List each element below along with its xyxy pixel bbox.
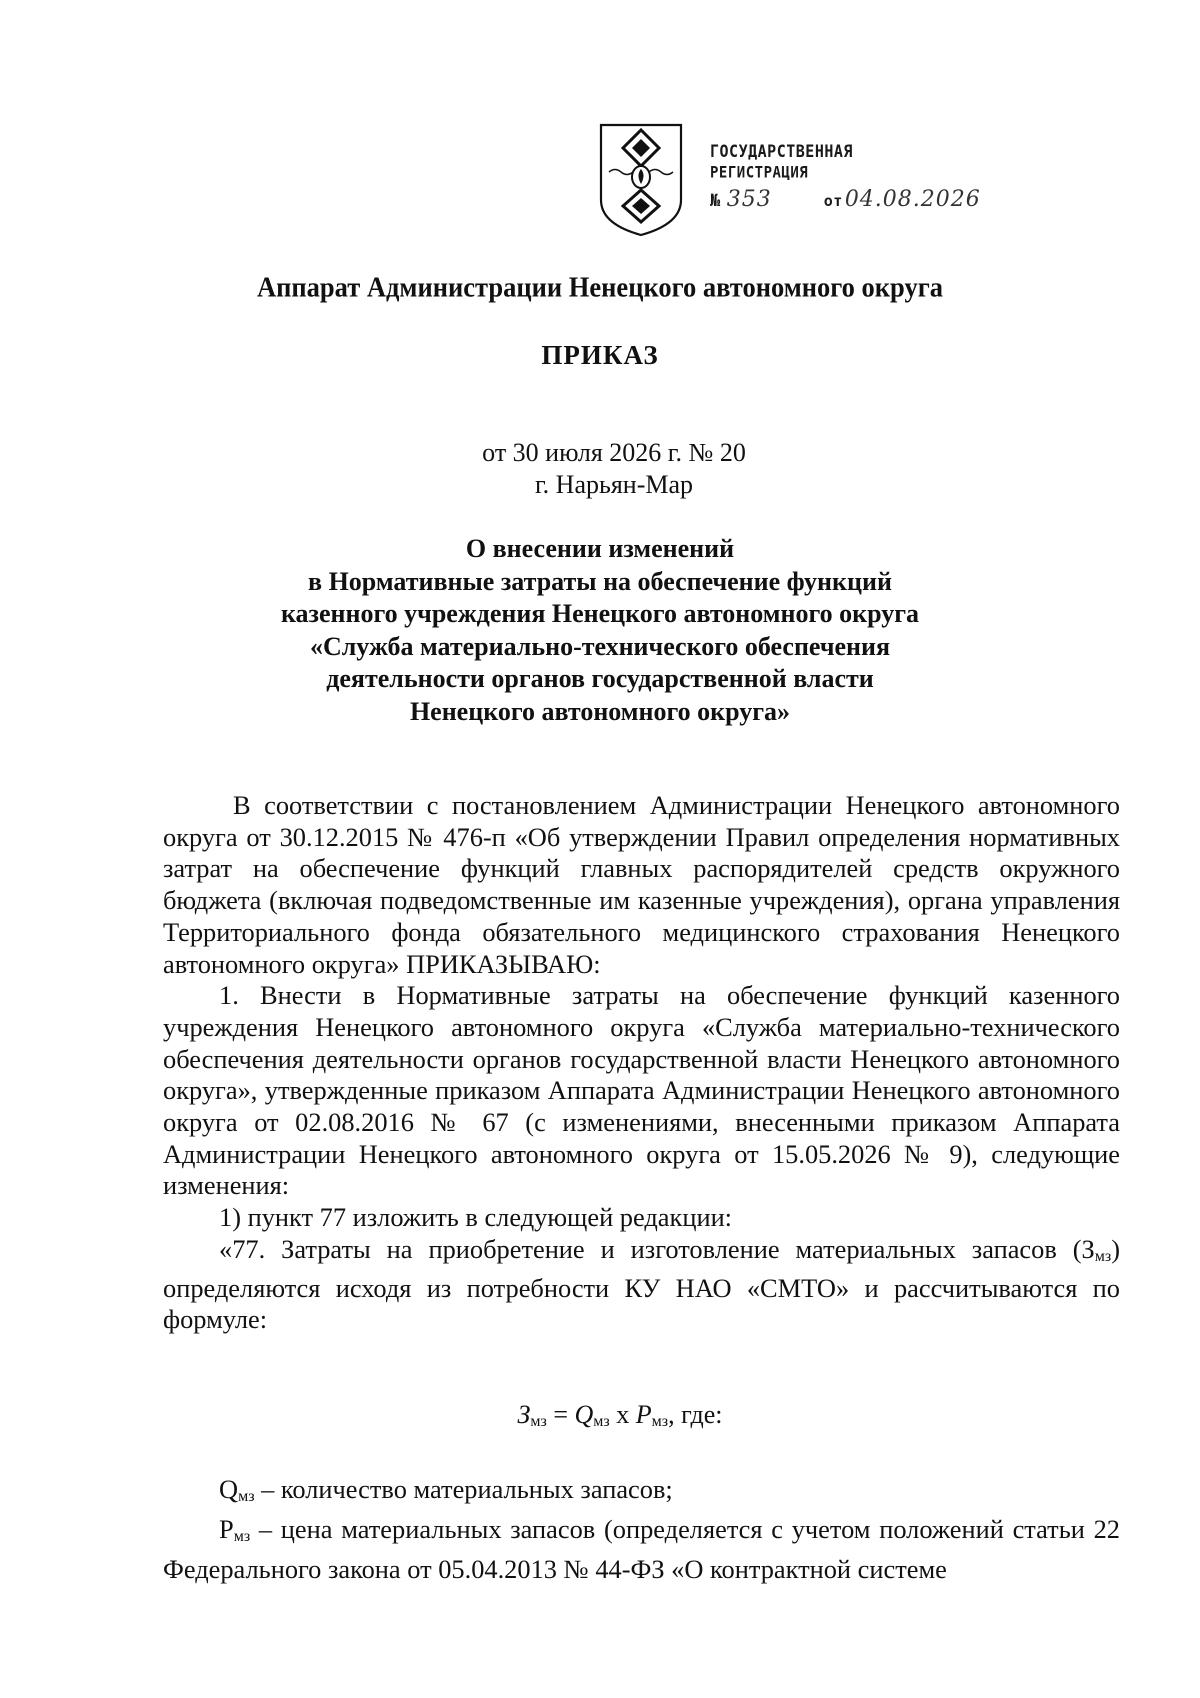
stamp-number-handwritten: 353	[726, 187, 772, 212]
coat-of-arms-emblem	[597, 122, 685, 238]
def-q-sub: мз	[238, 1488, 255, 1505]
registration-stamp	[710, 140, 1010, 215]
cost-formula	[0, 1400, 1200, 1431]
def-q-text: – количество материальных запасов;	[254, 1474, 673, 1504]
stamp-line-2: РЕГИСТРАЦИЯ	[710, 163, 809, 183]
subject-line: деятельности органов государственной власти	[326, 664, 874, 693]
formula-tail: , где:	[668, 1400, 723, 1429]
def-q-symbol: Q	[219, 1474, 239, 1504]
order-body	[163, 790, 1120, 1336]
stamp-date-handwritten: 04.08.2026	[844, 187, 981, 212]
stamp-number-label: №	[710, 191, 721, 211]
organization-title: Аппарат Администрации Ненецкого автономного округа	[257, 270, 943, 304]
formula-z: З	[517, 1400, 531, 1429]
subject-line: О внесении изменений	[465, 534, 735, 563]
subject-line: «Служба материально-технического обеспечения	[309, 631, 891, 661]
order-subject	[0, 533, 1200, 728]
stamp-line-1: ГОСУДАРСТВЕННАЯ	[710, 140, 853, 162]
subject-line: Ненецкого автономного округа»	[409, 696, 791, 726]
subject-line: в Нормативные затраты на обеспечение функций	[308, 566, 892, 596]
def-p-sub: мз	[233, 1528, 251, 1545]
subitem-1-paragraph: 1) пункт 77 изложить в следующей редакции:	[219, 1202, 733, 1233]
formula-equals: =	[546, 1400, 575, 1429]
formula-q-sub: мз	[593, 1413, 610, 1430]
order-city: г. Нарьян-Мар	[534, 470, 694, 499]
point-77-text-end: ) определяются исходя из потребности КУ НАО «СМТО» и рассчитываются по формуле:	[163, 1233, 1120, 1335]
stamp-line-3	[710, 186, 1010, 215]
definition-q	[163, 1473, 1120, 1513]
formula-z-sub: мз	[530, 1413, 547, 1430]
formula-multiply: x	[609, 1400, 636, 1429]
date-and-place	[0, 437, 1200, 501]
formula-p-sub: мз	[651, 1413, 669, 1430]
def-p-text: – цена материальных запасов (определяется с учетом положений статьи 22 Федерального закона от 05.04.2013 № 44-ФЗ «О контрактной системе	[163, 1514, 1120, 1584]
definition-p	[163, 1513, 1120, 1585]
formula-definitions	[163, 1473, 1120, 1585]
order-date-number: от 30 июля 2026 г. № 20	[482, 438, 746, 467]
stamp-date-label: от	[823, 192, 843, 210]
subscript-mz: мз	[1094, 1247, 1112, 1265]
def-p-symbol: P	[219, 1514, 234, 1544]
item-1-paragraph: 1. Внести в Нормативные затраты на обеспечение функций казенного учреждения Ненецкого автономного округа «Служба материально-технического обеспечения деятельности органов государственной власти Ненецкого автономного округа», утвержденные приказом Аппарата Администрации Ненецкого автономного округа от 02.08.2016 № 67 (с изменениями, внесенными приказом Аппарата Администрации Ненецкого автономного округа от 15.05.2026 № 9), следующие изменения:	[163, 980, 1120, 1201]
point-77-text-start: «77. Затраты на приобретение и изготовление материальных запасов (З	[219, 1233, 1095, 1264]
formula-q: Q	[574, 1400, 594, 1429]
point-77-paragraph	[163, 1234, 1120, 1336]
preamble-paragraph: В соответствии с постановлением Администрации Ненецкого автономного округа от 30.12.2015 № 476-п «Об утверждении Правил определения нормативных затрат на обеспечение функций главных распорядителей средств окружного бюджета (включая подведомственные им казенные учреждения), органа управления Территориального фонда обязательного медицинского страхования Ненецкого автономного округа» ПРИКАЗЫВАЮ:	[163, 790, 1120, 979]
formula-p: P	[635, 1400, 652, 1429]
subject-line: казенного учреждения Ненецкого автономного округа	[280, 599, 920, 628]
document-type-heading: ПРИКАЗ	[541, 340, 659, 370]
